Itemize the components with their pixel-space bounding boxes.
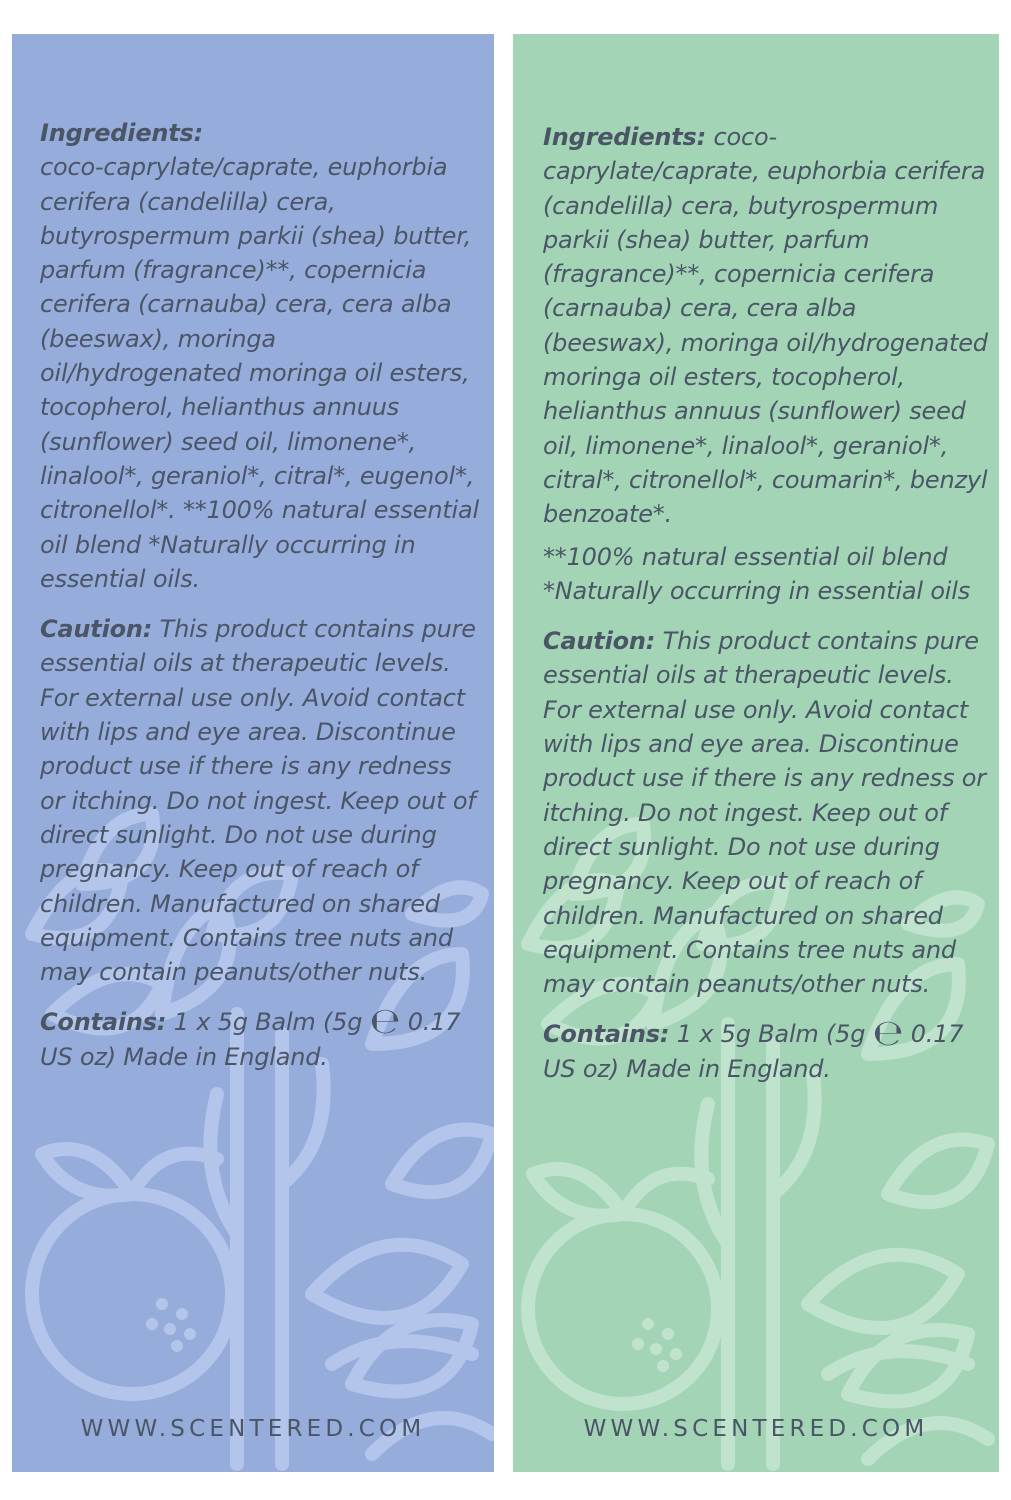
contains-section bbox=[40, 1001, 480, 1074]
ingredients-text: coco-caprylate/caprate, euphorbia cerifera (candelilla) cera, butyrospermum parkii (shea) butter, parfum (fragrance)**, copernicia cerifera (carnauba) cera, cera alba (beeswax), moringa oil/hydrogenated moringa oil esters, tocopherol, helianthus annuus (sunflower) seed oil, limonene*, linalool*, geraniol*, citral*, citronellol*, coumarin*, benzyl benzoate*. bbox=[543, 123, 988, 529]
ingredients-label: Ingredients: bbox=[40, 119, 204, 147]
caution-section bbox=[543, 624, 989, 1001]
label-text-left bbox=[40, 116, 480, 1090]
natural-note: **100% natural essential oil blend *Naturally occurring in essential oils bbox=[543, 542, 971, 605]
contains-section bbox=[543, 1013, 989, 1086]
caution-label: Caution: bbox=[40, 615, 153, 644]
ingredients-section bbox=[40, 116, 480, 596]
ingredients-label: Ingredients: bbox=[543, 123, 707, 151]
contains-post-text: 0.17 US oz) Made in England. bbox=[40, 1008, 461, 1071]
caution-text: This product contains pure essential oils at therapeutic levels. For external use only. Avoid contact with lips and eye area. Discontinue product use if there is any redness or itching. Do not ingest. Keep out of direct sunlight. Do not use during pregnancy. Keep out of reach of children. Manufactured on shared equipment. Contains tree nuts and may contain peanuts/other nuts. bbox=[40, 615, 476, 987]
caution-label: Caution: bbox=[543, 627, 656, 656]
estimated-sign-icon: ℮ bbox=[872, 1013, 904, 1055]
contains-label: Contains: bbox=[543, 1020, 670, 1049]
caution-text: This product contains pure essential oils at therapeutic levels. For external use only. Avoid contact with lips and eye area. Discontinue product use if there is any redness or itching. Do not ingest. Keep out of direct sunlight. Do not use during pregnancy. Keep out of reach of children. Manufactured on shared equipment. Contains tree nuts and may contain peanuts/other nuts. bbox=[543, 627, 986, 999]
ingredients-section bbox=[543, 120, 989, 532]
contains-pre-text: 1 x 5g Balm (5g bbox=[173, 1008, 363, 1037]
website-url: WWW.SCENTERED.COM bbox=[583, 1416, 929, 1442]
contains-pre-text: 1 x 5g Balm (5g bbox=[676, 1020, 866, 1049]
website-url: WWW.SCENTERED.COM bbox=[80, 1416, 426, 1442]
label-panel-right bbox=[513, 34, 999, 1472]
contains-post-text: 0.17 US oz) Made in England. bbox=[543, 1020, 964, 1083]
estimated-sign-icon: ℮ bbox=[369, 1001, 401, 1043]
ingredients-text: coco-caprylate/caprate, euphorbia cerifera (candelilla) cera, butyrospermum parkii (shea) butter, parfum (fragrance)**, copernicia cerifera (carnauba) cera, cera alba (beeswax), moringa oil/hydrogenated moringa oil esters, tocopherol, helianthus annuus (sunflower) seed oil, limonene*, linalool*, geraniol*, citral*, eugenol*, citronellol*. **100% natural essential oil blend *Naturally occurring in essential oils. bbox=[40, 153, 480, 593]
label-text-right bbox=[543, 120, 989, 1102]
label-panel-left bbox=[12, 34, 494, 1472]
contains-label: Contains: bbox=[40, 1008, 167, 1037]
caution-section bbox=[40, 612, 480, 989]
